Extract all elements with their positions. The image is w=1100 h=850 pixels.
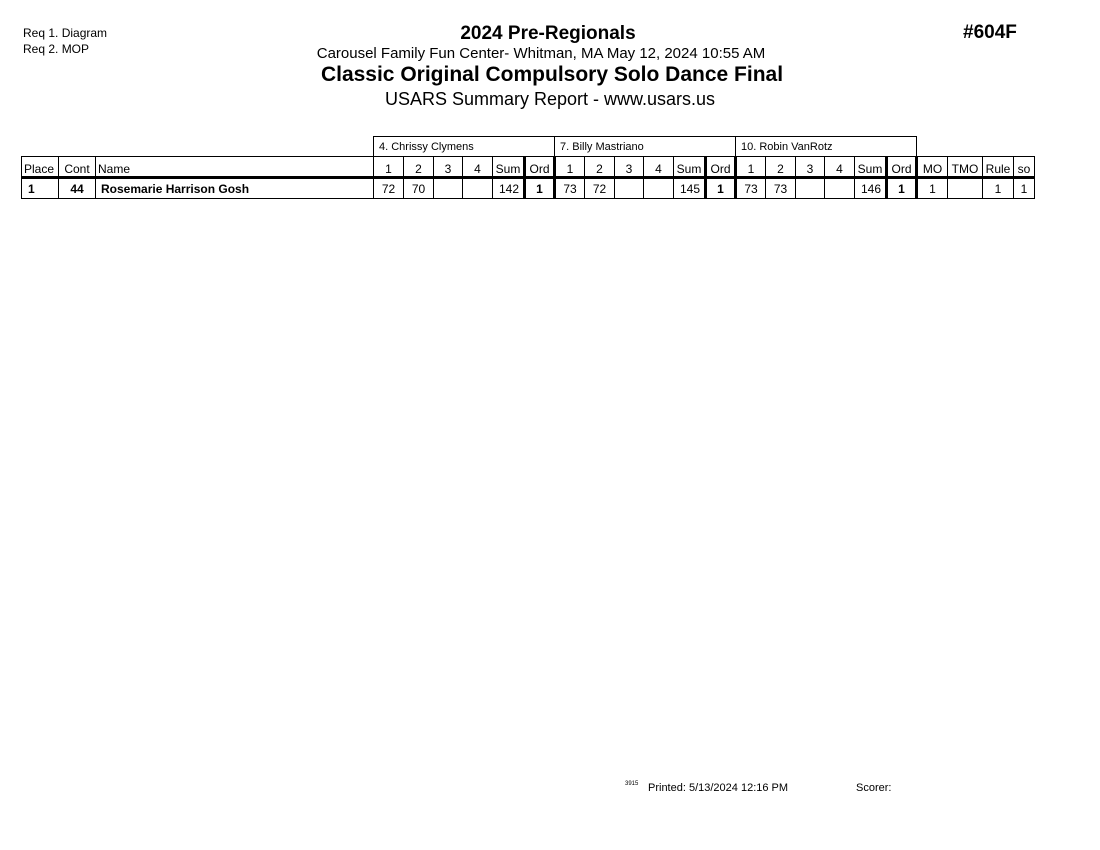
col-j1-sum: Sum <box>493 157 525 178</box>
judge-name-2: 7. Billy Mastriano <box>555 137 736 157</box>
col-cont: Cont <box>59 157 96 178</box>
col-j1-ord: Ord <box>525 157 555 178</box>
col-mo: MO <box>917 157 948 178</box>
col-j1-mark-1: 1 <box>374 157 404 178</box>
cell-j2-ord: 1 <box>706 178 736 199</box>
scorer-label: Scorer: <box>856 782 892 794</box>
footer-code: 3915 <box>625 781 639 787</box>
col-rule: Rule <box>983 157 1014 178</box>
cell-j1-ord: 1 <box>525 178 555 199</box>
competition-title: 2024 Pre-Regionals <box>460 23 636 44</box>
event-name: Classic Original Compulsory Solo Dance Final <box>320 63 784 86</box>
table-row <box>22 178 1035 199</box>
col-j2-sum: Sum <box>674 157 706 178</box>
cell-j2-mark-3 <box>615 178 644 199</box>
requirement-diagram: Req 1. Diagram <box>23 26 108 40</box>
cell-cont: 44 <box>59 178 96 199</box>
cell-j3-mark-4 <box>825 178 855 199</box>
col-so: so <box>1014 157 1035 178</box>
cell-j2-mark-4 <box>644 178 674 199</box>
col-j1-mark-3: 3 <box>434 157 463 178</box>
cell-j2-mark-1: 73 <box>555 178 585 199</box>
col-j2-mark-1: 1 <box>555 157 585 178</box>
cell-j1-mark-1: 72 <box>374 178 404 199</box>
col-j2-mark-2: 2 <box>585 157 615 178</box>
col-j2-ord: Ord <box>706 157 736 178</box>
judge-name-3: 10. Robin VanRotz <box>736 137 917 157</box>
col-j1-mark-4: 4 <box>463 157 493 178</box>
col-j3-sum: Sum <box>855 157 887 178</box>
col-tmo: TMO <box>948 157 983 178</box>
col-j2-mark-3: 3 <box>615 157 644 178</box>
cell-rule: 1 <box>983 178 1014 199</box>
cell-j3-mark-3 <box>796 178 825 199</box>
col-j3-mark-3: 3 <box>796 157 825 178</box>
cell-place: 1 <box>22 178 59 199</box>
event-number: #604F <box>963 22 1017 43</box>
col-name: Name <box>96 157 374 178</box>
col-place: Place <box>22 157 59 178</box>
cell-j1-mark-4 <box>463 178 493 199</box>
cell-so: 1 <box>1014 178 1035 199</box>
cell-tmo <box>948 178 983 199</box>
judges-row <box>22 137 1035 157</box>
cell-mo: 1 <box>917 178 948 199</box>
cell-name: Rosemarie Harrison Gosh <box>96 178 374 199</box>
judge-name-1: 4. Chrissy Clymens <box>374 137 555 157</box>
col-j3-mark-4: 4 <box>825 157 855 178</box>
requirement-mop: Req 2. MOP <box>23 42 90 56</box>
col-j3-mark-2: 2 <box>766 157 796 178</box>
col-j3-ord: Ord <box>887 157 917 178</box>
column-header-row <box>22 157 1035 178</box>
venue-date-line: Carousel Family Fun Center- Whitman, MA May 12, 2024 10:55 AM <box>316 45 766 62</box>
cell-j3-sum: 146 <box>855 178 887 199</box>
cell-j3-ord: 1 <box>887 178 917 199</box>
col-j3-mark-1: 1 <box>736 157 766 178</box>
printed-timestamp: Printed: 5/13/2024 12:16 PM <box>648 782 789 794</box>
report-line: USARS Summary Report - www.usars.us <box>384 89 716 109</box>
cell-j2-sum: 145 <box>674 178 706 199</box>
cell-j3-mark-2: 73 <box>766 178 796 199</box>
cell-j1-sum: 142 <box>493 178 525 199</box>
col-j1-mark-2: 2 <box>404 157 434 178</box>
cell-j2-mark-2: 72 <box>585 178 615 199</box>
col-j2-mark-4: 4 <box>644 157 674 178</box>
cell-j3-mark-1: 73 <box>736 178 766 199</box>
results-table <box>21 136 1035 199</box>
cell-j1-mark-2: 70 <box>404 178 434 199</box>
cell-j1-mark-3 <box>434 178 463 199</box>
